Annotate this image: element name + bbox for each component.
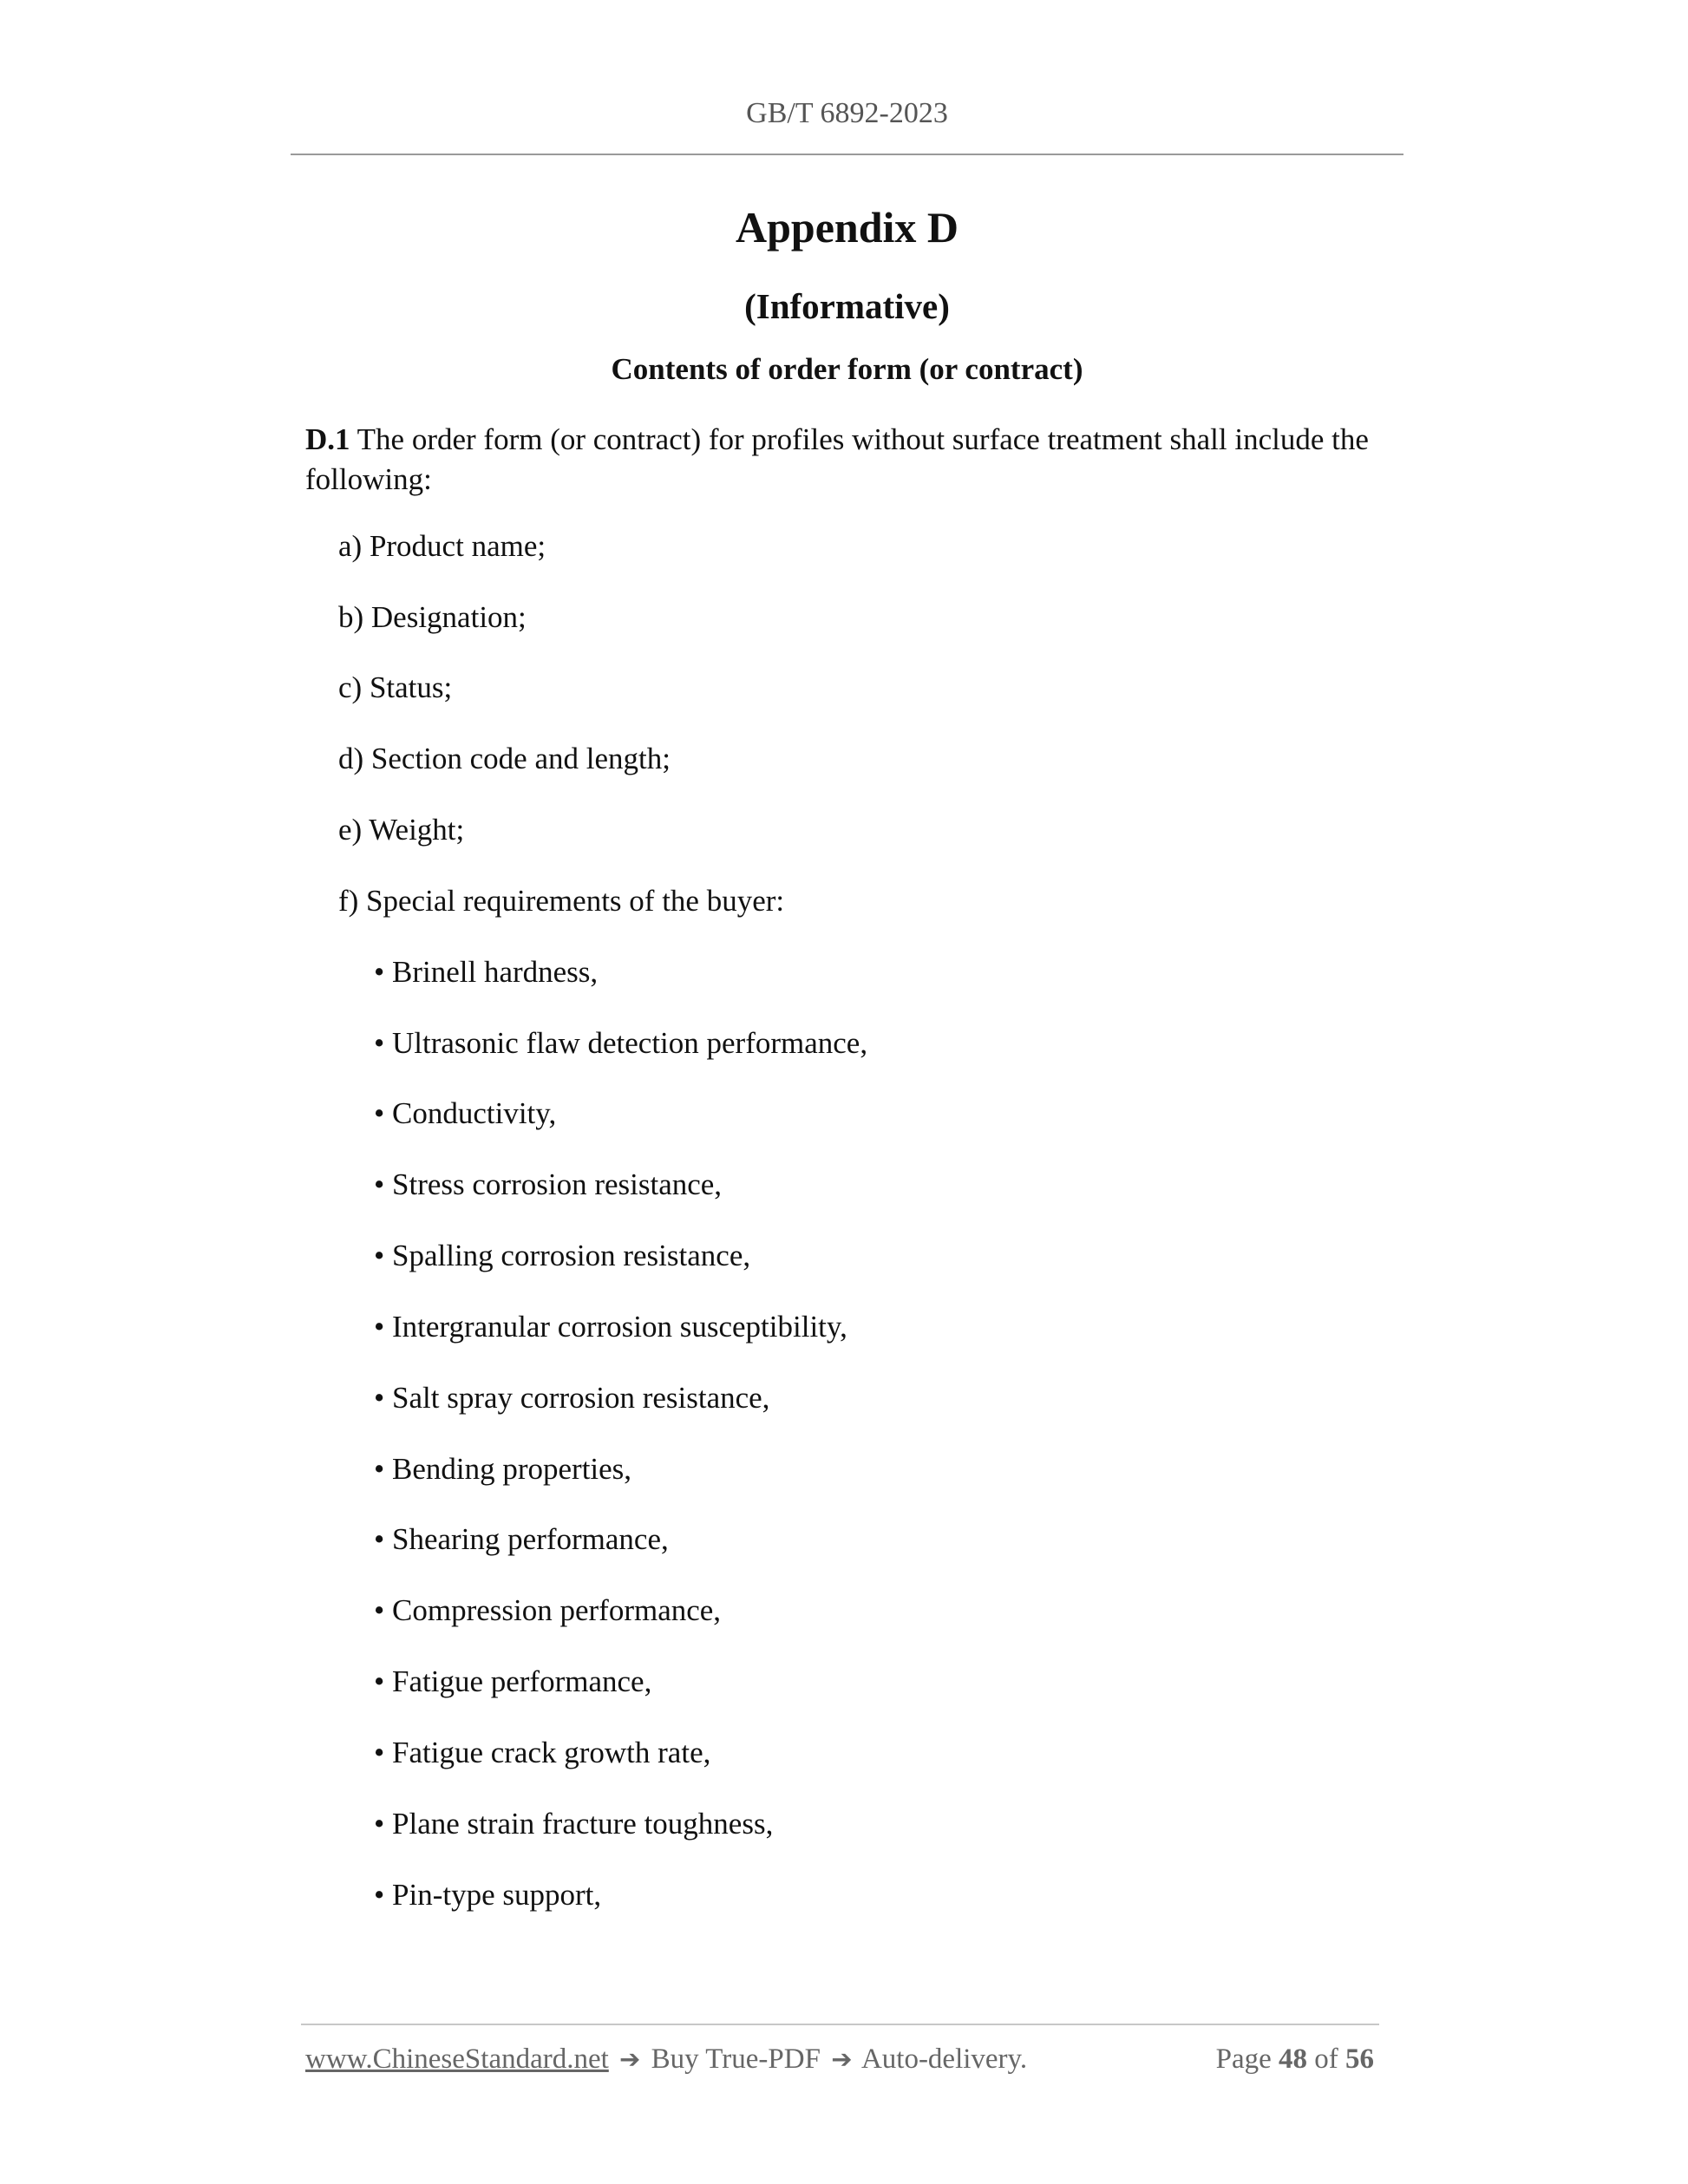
list-item: d) Section code and length; <box>338 742 671 775</box>
clause-number: D.1 <box>305 422 350 456</box>
current-page-number: 48 <box>1279 2043 1307 2075</box>
bullet-item: • Conductivity, <box>374 1096 557 1130</box>
bullet-item: • Bending properties, <box>374 1452 632 1486</box>
footer-divider <box>301 2024 1379 2025</box>
bullet-item: • Fatigue crack growth rate, <box>374 1736 711 1769</box>
website-link[interactable]: www.ChineseStandard.net <box>305 2043 609 2075</box>
bullet-item: • Brinell hardness, <box>374 955 599 989</box>
page-footer <box>305 2043 1379 2083</box>
header-divider <box>291 154 1403 155</box>
clause-text: The order form (or contract) for profiles without surface treatment shall include the following: <box>305 422 1369 496</box>
bullet-item: • Plane strain fracture toughness, <box>374 1807 774 1841</box>
bullet-item: • Intergranular corrosion susceptibility, <box>374 1310 847 1344</box>
buy-true-pdf-text: Buy True-PDF <box>651 2043 821 2075</box>
bullet-item: • Fatigue performance, <box>374 1664 652 1698</box>
clause-d1 <box>305 420 1403 500</box>
appendix-subtitle: Contents of order form (or contract) <box>611 352 1083 386</box>
list-item: b) Designation; <box>338 600 527 634</box>
bullet-item: • Pin-type support, <box>374 1878 602 1912</box>
bullet-item: • Spalling corrosion resistance, <box>374 1239 751 1272</box>
of-label: of <box>1314 2043 1338 2075</box>
right-arrow-icon: ➔ <box>619 2044 641 2074</box>
list-item: a) Product name; <box>338 529 546 563</box>
bullet-item: • Compression performance, <box>374 1593 722 1627</box>
appendix-type: (Informative) <box>744 286 950 326</box>
page-number <box>1216 2043 1374 2076</box>
bullet-item: • Shearing performance, <box>374 1522 669 1556</box>
right-arrow-icon: ➔ <box>831 2044 853 2074</box>
list-item: c) Status; <box>338 670 453 704</box>
list-item: f) Special requirements of the buyer: <box>338 884 785 918</box>
auto-delivery-text: Auto-delivery. <box>860 2043 1028 2075</box>
page-label: Page <box>1215 2043 1272 2075</box>
bullet-item: • Ultrasonic flaw detection performance, <box>374 1026 868 1060</box>
appendix-title: Appendix D <box>735 203 959 252</box>
bullet-item: • Stress corrosion resistance, <box>374 1167 723 1201</box>
bullet-item: • Salt spray corrosion resistance, <box>374 1381 770 1415</box>
list-item: e) Weight; <box>338 813 465 847</box>
document-header: GB/T 6892-2023 <box>746 97 948 129</box>
footer-promo <box>305 2043 1027 2076</box>
total-page-number: 56 <box>1345 2043 1374 2075</box>
